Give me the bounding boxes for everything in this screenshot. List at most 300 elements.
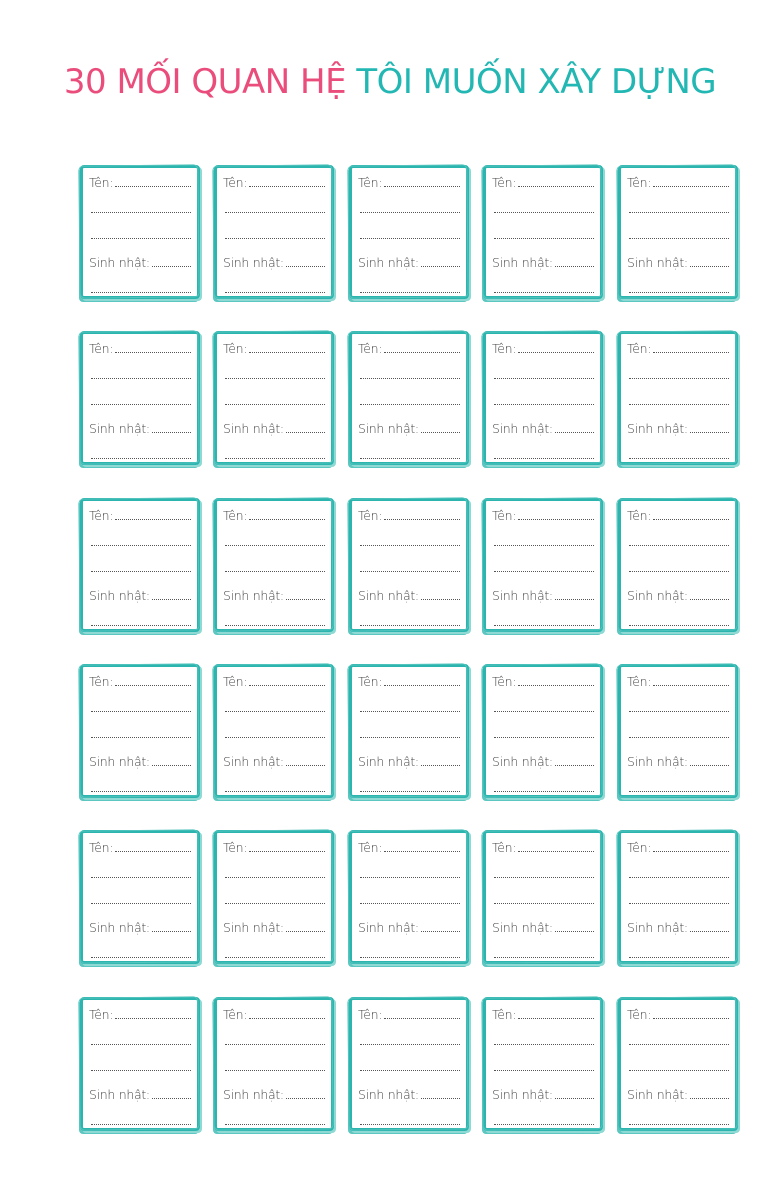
- dotted-line: [494, 1069, 594, 1071]
- relationship-card: [80, 331, 200, 465]
- name-label: Tên:: [223, 341, 248, 356]
- name-line[interactable]: [358, 675, 460, 689]
- relationship-card: [349, 331, 469, 465]
- dotted-line: [91, 956, 191, 958]
- dotted-line: [91, 624, 191, 626]
- birthday-label: Sinh nhật:: [223, 588, 284, 603]
- birthday-line[interactable]: [358, 589, 460, 603]
- dotted-line: [360, 902, 460, 904]
- name-label: Tên:: [627, 674, 652, 689]
- birthday-line[interactable]: [358, 256, 460, 270]
- birthday-label: Sinh nhật:: [627, 421, 688, 436]
- blank-line[interactable]: [89, 1114, 191, 1128]
- name-label: Tên:: [89, 674, 114, 689]
- blank-line[interactable]: [89, 1034, 191, 1048]
- dotted-line: [629, 790, 729, 792]
- blank-line[interactable]: [223, 368, 325, 382]
- blank-line[interactable]: [89, 1060, 191, 1074]
- name-line[interactable]: [223, 1008, 325, 1022]
- birthday-line[interactable]: [223, 755, 325, 769]
- name-label: Tên:: [492, 341, 517, 356]
- name-label: Tên:: [223, 840, 248, 855]
- dotted-line: [115, 185, 191, 187]
- blank-line[interactable]: [627, 561, 729, 575]
- blank-line[interactable]: [223, 893, 325, 907]
- dotted-line: [360, 211, 460, 213]
- dotted-line: [629, 710, 729, 712]
- blank-line[interactable]: [223, 535, 325, 549]
- dotted-line: [249, 1017, 325, 1019]
- dotted-line: [629, 457, 729, 459]
- birthday-label: Sinh nhật:: [492, 920, 553, 935]
- name-line[interactable]: [492, 342, 594, 356]
- blank-line[interactable]: [492, 893, 594, 907]
- blank-line[interactable]: [358, 701, 460, 715]
- blank-line[interactable]: [627, 867, 729, 881]
- blank-line[interactable]: [627, 202, 729, 216]
- dotted-line: [494, 956, 594, 958]
- blank-line[interactable]: [358, 448, 460, 462]
- name-line[interactable]: [358, 176, 460, 190]
- dotted-line: [494, 624, 594, 626]
- dotted-line: [91, 710, 191, 712]
- dotted-line: [91, 736, 191, 738]
- birthday-line[interactable]: [627, 589, 729, 603]
- name-line[interactable]: [627, 841, 729, 855]
- dotted-line: [360, 1123, 460, 1125]
- dotted-line: [225, 237, 325, 239]
- dotted-line: [91, 377, 191, 379]
- blank-line[interactable]: [89, 947, 191, 961]
- blank-line[interactable]: [492, 1060, 594, 1074]
- name-line[interactable]: [89, 1008, 191, 1022]
- blank-line[interactable]: [492, 615, 594, 629]
- blank-line[interactable]: [492, 202, 594, 216]
- dotted-line: [494, 710, 594, 712]
- name-line[interactable]: [627, 1008, 729, 1022]
- dotted-line: [384, 518, 460, 520]
- name-label: Tên:: [223, 1007, 248, 1022]
- birthday-line[interactable]: [89, 256, 191, 270]
- relationship-card: [214, 997, 334, 1131]
- dotted-line: [91, 237, 191, 239]
- dotted-line: [249, 185, 325, 187]
- name-label: Tên:: [358, 1007, 383, 1022]
- blank-line[interactable]: [492, 535, 594, 549]
- blank-line[interactable]: [492, 448, 594, 462]
- blank-line[interactable]: [358, 867, 460, 881]
- blank-line[interactable]: [89, 448, 191, 462]
- blank-line[interactable]: [358, 394, 460, 408]
- blank-line[interactable]: [492, 368, 594, 382]
- dotted-line: [91, 544, 191, 546]
- dotted-line: [690, 265, 729, 267]
- blank-line[interactable]: [89, 701, 191, 715]
- blank-line[interactable]: [627, 535, 729, 549]
- blank-line[interactable]: [223, 202, 325, 216]
- relationship-card: [483, 498, 603, 632]
- dotted-line: [115, 684, 191, 686]
- blank-line[interactable]: [223, 781, 325, 795]
- blank-line[interactable]: [627, 615, 729, 629]
- birthday-line[interactable]: [358, 422, 460, 436]
- dotted-line: [421, 265, 460, 267]
- dotted-line: [518, 185, 594, 187]
- relationship-card: [483, 664, 603, 798]
- birthday-label: Sinh nhật:: [492, 1087, 553, 1102]
- relationship-card: [349, 830, 469, 964]
- birthday-line[interactable]: [627, 921, 729, 935]
- name-line[interactable]: [627, 509, 729, 523]
- blank-line[interactable]: [358, 893, 460, 907]
- birthday-line[interactable]: [358, 1088, 460, 1102]
- birthday-line[interactable]: [89, 589, 191, 603]
- blank-line[interactable]: [223, 867, 325, 881]
- dotted-line: [91, 876, 191, 878]
- dotted-line: [360, 956, 460, 958]
- birthday-label: Sinh nhật:: [89, 588, 150, 603]
- name-line[interactable]: [358, 342, 460, 356]
- name-line[interactable]: [223, 342, 325, 356]
- dotted-line: [384, 1017, 460, 1019]
- blank-line[interactable]: [627, 394, 729, 408]
- dotted-line: [360, 457, 460, 459]
- blank-line[interactable]: [89, 893, 191, 907]
- name-label: Tên:: [358, 674, 383, 689]
- dotted-line: [629, 624, 729, 626]
- blank-line[interactable]: [492, 701, 594, 715]
- birthday-label: Sinh nhật:: [358, 920, 419, 935]
- blank-line[interactable]: [627, 1034, 729, 1048]
- blank-line[interactable]: [89, 202, 191, 216]
- name-line[interactable]: [89, 176, 191, 190]
- blank-line[interactable]: [223, 282, 325, 296]
- dotted-line: [629, 291, 729, 293]
- dotted-line: [115, 351, 191, 353]
- relationship-card: [214, 498, 334, 632]
- relationship-card: [214, 165, 334, 299]
- dotted-line: [421, 764, 460, 766]
- name-line[interactable]: [89, 342, 191, 356]
- dotted-line: [690, 1097, 729, 1099]
- blank-line[interactable]: [358, 615, 460, 629]
- blank-line[interactable]: [627, 893, 729, 907]
- dotted-line: [225, 211, 325, 213]
- dotted-line: [494, 377, 594, 379]
- dotted-line: [629, 1069, 729, 1071]
- blank-line[interactable]: [627, 368, 729, 382]
- dotted-line: [629, 1123, 729, 1125]
- relationship-card: [618, 165, 738, 299]
- blank-line[interactable]: [492, 228, 594, 242]
- relationship-card: [483, 830, 603, 964]
- dotted-line: [225, 457, 325, 459]
- name-line[interactable]: [89, 509, 191, 523]
- name-label: Tên:: [492, 1007, 517, 1022]
- relationship-card: [618, 331, 738, 465]
- birthday-label: Sinh nhật:: [223, 754, 284, 769]
- dotted-line: [91, 1043, 191, 1045]
- dotted-line: [360, 736, 460, 738]
- dotted-line: [360, 403, 460, 405]
- birthday-label: Sinh nhật:: [627, 754, 688, 769]
- blank-line[interactable]: [627, 701, 729, 715]
- blank-line[interactable]: [627, 228, 729, 242]
- relationship-card: [349, 997, 469, 1131]
- relationship-card: [80, 997, 200, 1131]
- name-label: Tên:: [627, 341, 652, 356]
- dotted-line: [91, 1123, 191, 1125]
- name-label: Tên:: [358, 175, 383, 190]
- name-line[interactable]: [492, 509, 594, 523]
- name-label: Tên:: [627, 840, 652, 855]
- blank-line[interactable]: [492, 1114, 594, 1128]
- blank-line[interactable]: [89, 228, 191, 242]
- blank-line[interactable]: [358, 228, 460, 242]
- dotted-line: [384, 850, 460, 852]
- blank-line[interactable]: [223, 615, 325, 629]
- dotted-line: [494, 902, 594, 904]
- blank-line[interactable]: [89, 535, 191, 549]
- name-label: Tên:: [358, 341, 383, 356]
- name-line[interactable]: [223, 675, 325, 689]
- blank-line[interactable]: [627, 781, 729, 795]
- birthday-line[interactable]: [223, 1088, 325, 1102]
- dotted-line: [225, 1043, 325, 1045]
- dotted-line: [225, 710, 325, 712]
- dotted-line: [360, 790, 460, 792]
- dotted-line: [555, 930, 594, 932]
- birthday-line[interactable]: [627, 1088, 729, 1102]
- dotted-line: [225, 736, 325, 738]
- dotted-line: [518, 1017, 594, 1019]
- birthday-label: Sinh nhật:: [492, 255, 553, 270]
- dotted-line: [225, 956, 325, 958]
- dotted-line: [384, 185, 460, 187]
- blank-line[interactable]: [492, 727, 594, 741]
- blank-line[interactable]: [223, 228, 325, 242]
- relationship-card: [618, 664, 738, 798]
- relationship-card: [618, 997, 738, 1131]
- birthday-line[interactable]: [492, 1088, 594, 1102]
- name-line[interactable]: [492, 675, 594, 689]
- birthday-line[interactable]: [223, 921, 325, 935]
- birthday-line[interactable]: [89, 921, 191, 935]
- dotted-line: [91, 790, 191, 792]
- relationship-card: [80, 830, 200, 964]
- dotted-line: [225, 377, 325, 379]
- blank-line[interactable]: [89, 368, 191, 382]
- dotted-line: [494, 544, 594, 546]
- dotted-line: [555, 1097, 594, 1099]
- dotted-line: [286, 764, 325, 766]
- blank-line[interactable]: [492, 867, 594, 881]
- dotted-line: [555, 431, 594, 433]
- blank-line[interactable]: [223, 1034, 325, 1048]
- blank-line[interactable]: [358, 368, 460, 382]
- blank-line[interactable]: [627, 282, 729, 296]
- blank-line[interactable]: [358, 1034, 460, 1048]
- blank-line[interactable]: [223, 394, 325, 408]
- blank-line[interactable]: [358, 727, 460, 741]
- dotted-line: [249, 850, 325, 852]
- blank-line[interactable]: [223, 1114, 325, 1128]
- blank-line[interactable]: [358, 535, 460, 549]
- birthday-line[interactable]: [89, 1088, 191, 1102]
- dotted-line: [225, 876, 325, 878]
- dotted-line: [115, 1017, 191, 1019]
- blank-line[interactable]: [492, 1034, 594, 1048]
- birthday-line[interactable]: [492, 256, 594, 270]
- birthday-label: Sinh nhật:: [358, 1087, 419, 1102]
- dotted-line: [249, 351, 325, 353]
- birthday-label: Sinh nhật:: [223, 1087, 284, 1102]
- name-line[interactable]: [492, 1008, 594, 1022]
- name-line[interactable]: [358, 509, 460, 523]
- birthday-line[interactable]: [89, 422, 191, 436]
- dotted-line: [91, 457, 191, 459]
- blank-line[interactable]: [358, 282, 460, 296]
- name-line[interactable]: [492, 176, 594, 190]
- birthday-line[interactable]: [223, 422, 325, 436]
- name-line[interactable]: [223, 509, 325, 523]
- dotted-line: [494, 1043, 594, 1045]
- dotted-line: [286, 431, 325, 433]
- name-label: Tên:: [492, 840, 517, 855]
- dotted-line: [249, 518, 325, 520]
- dotted-line: [152, 265, 191, 267]
- blank-line[interactable]: [627, 947, 729, 961]
- dotted-line: [360, 570, 460, 572]
- dotted-line: [360, 1043, 460, 1045]
- birthday-line[interactable]: [358, 755, 460, 769]
- blank-line[interactable]: [358, 781, 460, 795]
- dotted-line: [225, 291, 325, 293]
- name-label: Tên:: [492, 508, 517, 523]
- relationship-card: [214, 664, 334, 798]
- name-line[interactable]: [358, 841, 460, 855]
- birthday-line[interactable]: [492, 589, 594, 603]
- name-line[interactable]: [89, 841, 191, 855]
- blank-line[interactable]: [627, 1060, 729, 1074]
- dotted-line: [653, 351, 729, 353]
- birthday-line[interactable]: [492, 755, 594, 769]
- name-label: Tên:: [358, 508, 383, 523]
- birthday-label: Sinh nhật:: [223, 421, 284, 436]
- name-line[interactable]: [89, 675, 191, 689]
- relationship-card: [214, 830, 334, 964]
- name-label: Tên:: [358, 840, 383, 855]
- name-label: Tên:: [627, 175, 652, 190]
- blank-line[interactable]: [627, 727, 729, 741]
- blank-line[interactable]: [358, 1114, 460, 1128]
- blank-line[interactable]: [492, 781, 594, 795]
- blank-line[interactable]: [89, 615, 191, 629]
- name-line[interactable]: [627, 176, 729, 190]
- dotted-line: [421, 431, 460, 433]
- blank-line[interactable]: [358, 1060, 460, 1074]
- blank-line[interactable]: [627, 1114, 729, 1128]
- birthday-label: Sinh nhật:: [492, 588, 553, 603]
- blank-line[interactable]: [89, 867, 191, 881]
- name-line[interactable]: [627, 675, 729, 689]
- birthday-line[interactable]: [492, 921, 594, 935]
- birthday-line[interactable]: [223, 589, 325, 603]
- name-label: Tên:: [492, 175, 517, 190]
- blank-line[interactable]: [223, 561, 325, 575]
- name-line[interactable]: [492, 841, 594, 855]
- birthday-label: Sinh nhật:: [492, 421, 553, 436]
- blank-line[interactable]: [358, 947, 460, 961]
- blank-line[interactable]: [89, 394, 191, 408]
- dotted-line: [286, 1097, 325, 1099]
- dotted-line: [629, 956, 729, 958]
- name-line[interactable]: [223, 841, 325, 855]
- dotted-line: [653, 518, 729, 520]
- dotted-line: [152, 930, 191, 932]
- blank-line[interactable]: [223, 727, 325, 741]
- relationship-card: [618, 498, 738, 632]
- blank-line[interactable]: [223, 947, 325, 961]
- name-line[interactable]: [223, 176, 325, 190]
- birthday-line[interactable]: [89, 755, 191, 769]
- relationship-card: [80, 664, 200, 798]
- dotted-line: [91, 211, 191, 213]
- dotted-line: [360, 1069, 460, 1071]
- blank-line[interactable]: [358, 561, 460, 575]
- dotted-line: [421, 598, 460, 600]
- dotted-line: [690, 598, 729, 600]
- blank-line[interactable]: [223, 448, 325, 462]
- birthday-line[interactable]: [358, 921, 460, 935]
- blank-line[interactable]: [89, 727, 191, 741]
- birthday-line[interactable]: [627, 755, 729, 769]
- relationship-card: [483, 165, 603, 299]
- name-label: Tên:: [627, 508, 652, 523]
- blank-line[interactable]: [492, 282, 594, 296]
- blank-line[interactable]: [492, 561, 594, 575]
- dotted-line: [360, 377, 460, 379]
- birthday-line[interactable]: [223, 256, 325, 270]
- blank-line[interactable]: [89, 282, 191, 296]
- name-line[interactable]: [627, 342, 729, 356]
- blank-line[interactable]: [627, 448, 729, 462]
- dotted-line: [690, 764, 729, 766]
- blank-line[interactable]: [223, 701, 325, 715]
- name-label: Tên:: [223, 508, 248, 523]
- birthday-label: Sinh nhật:: [89, 255, 150, 270]
- dotted-line: [690, 431, 729, 433]
- blank-line[interactable]: [89, 561, 191, 575]
- blank-line[interactable]: [223, 1060, 325, 1074]
- birthday-label: Sinh nhật:: [89, 1087, 150, 1102]
- name-label: Tên:: [89, 1007, 114, 1022]
- birthday-label: Sinh nhật:: [492, 754, 553, 769]
- birthday-line[interactable]: [627, 422, 729, 436]
- blank-line[interactable]: [492, 947, 594, 961]
- dotted-line: [494, 237, 594, 239]
- dotted-line: [91, 403, 191, 405]
- blank-line[interactable]: [89, 781, 191, 795]
- blank-line[interactable]: [492, 394, 594, 408]
- birthday-label: Sinh nhật:: [89, 421, 150, 436]
- birthday-line[interactable]: [492, 422, 594, 436]
- birthday-line[interactable]: [627, 256, 729, 270]
- blank-line[interactable]: [358, 202, 460, 216]
- birthday-label: Sinh nhật:: [223, 255, 284, 270]
- name-line[interactable]: [358, 1008, 460, 1022]
- relationship-card: [483, 997, 603, 1131]
